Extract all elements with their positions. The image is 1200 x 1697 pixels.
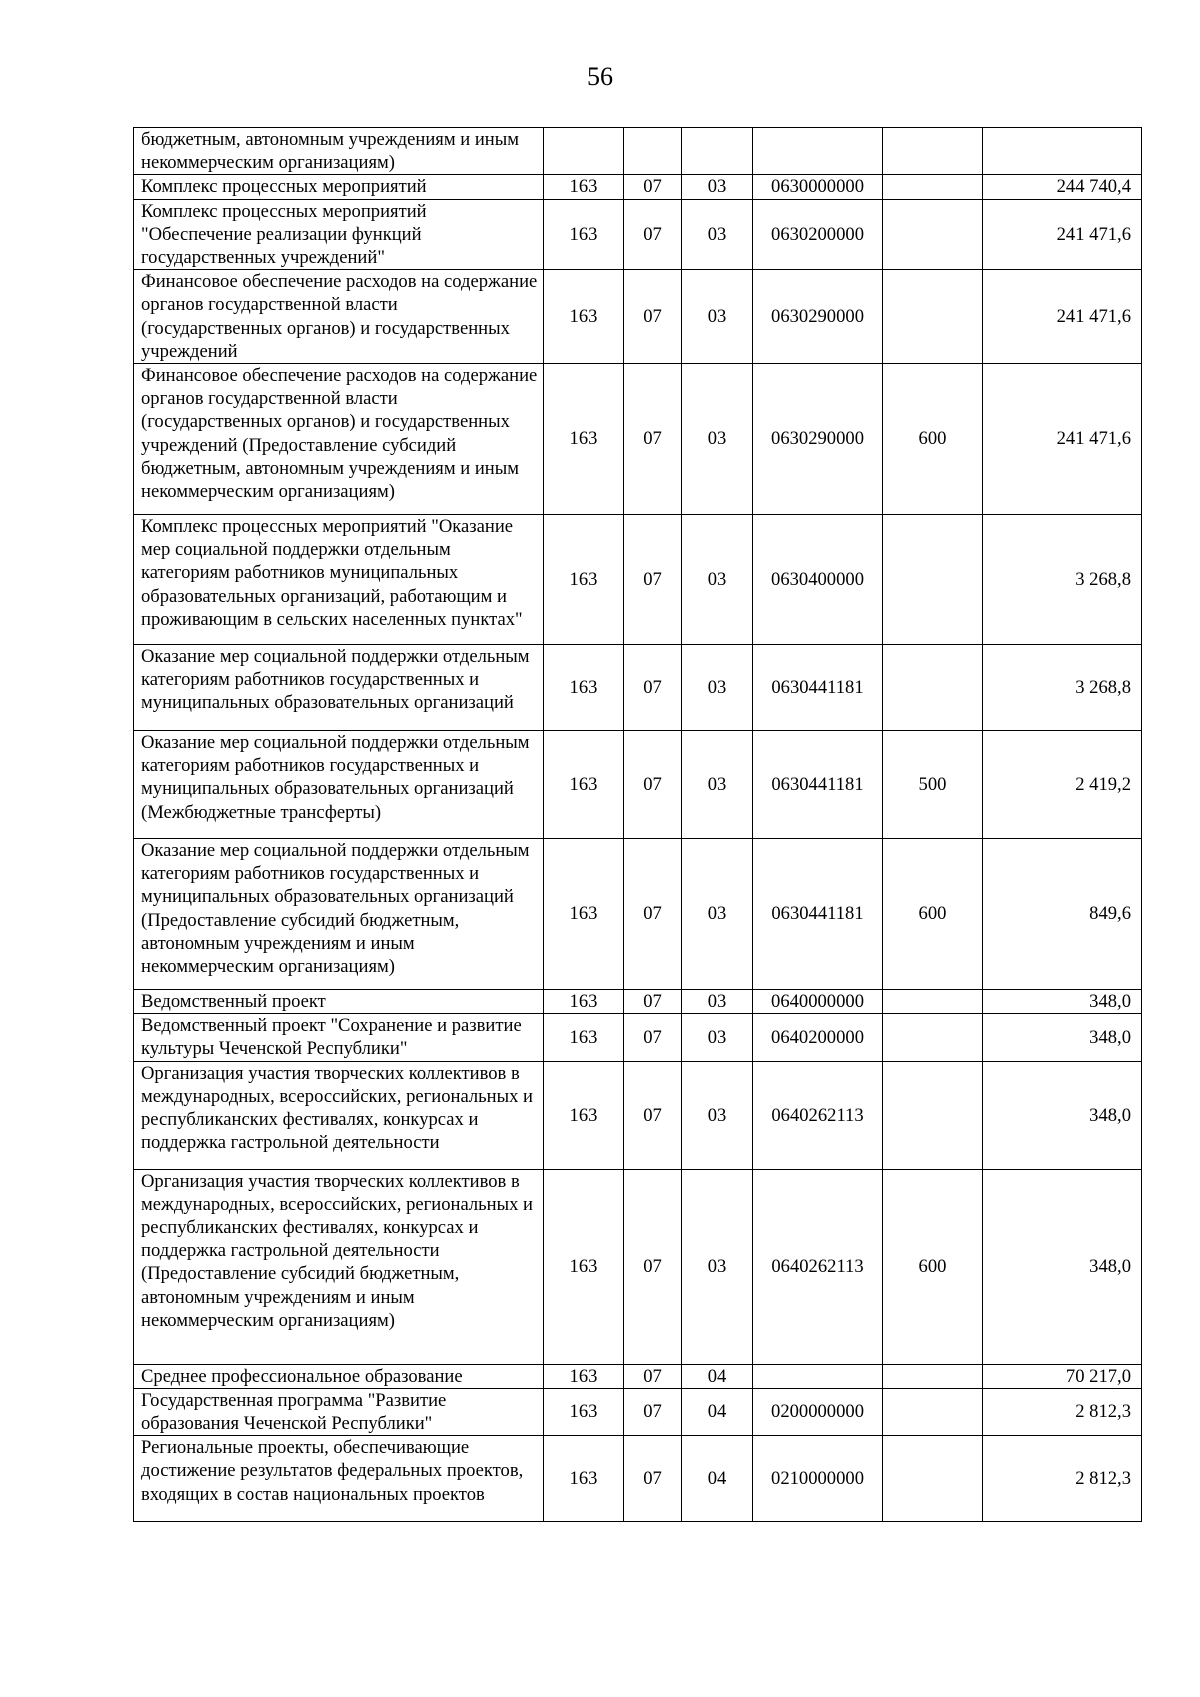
- cell-name: Региональные проекты, обеспечивающие достижение результатов федеральных проектов, входящих в состав национальных проектов: [134, 1436, 544, 1522]
- table-row: [134, 515, 1142, 645]
- cell-subsection: 03: [682, 364, 753, 515]
- table-row: [134, 1364, 1142, 1388]
- cell-amount: 244 740,4: [983, 175, 1142, 199]
- cell-section: 07: [624, 515, 682, 645]
- cell-section: 07: [624, 1014, 682, 1061]
- cell-expense-type: 600: [883, 364, 983, 515]
- cell-target-article: 0210000000: [753, 1436, 883, 1522]
- cell-section: [624, 128, 682, 175]
- cell-name: Ведомственный проект "Сохранение и развитие культуры Чеченской Республики": [134, 1014, 544, 1061]
- cell-target-article: 0630200000: [753, 199, 883, 270]
- cell-expense-type: [883, 128, 983, 175]
- cell-subsection: 03: [682, 731, 753, 839]
- cell-expense-type: 500: [883, 731, 983, 839]
- cell-amount: 348,0: [983, 1014, 1142, 1061]
- cell-amount: 348,0: [983, 1061, 1142, 1169]
- cell-expense-type: [883, 199, 983, 270]
- table-row: [134, 1169, 1142, 1364]
- cell-name: Оказание мер социальной поддержки отдельным категориям работников государственных и муниципальных образовательных организаций (Межбюджетные трансферты): [134, 731, 544, 839]
- cell-target-article: 0640000000: [753, 990, 883, 1014]
- cell-grbs: 163: [544, 199, 624, 270]
- cell-name: Комплекс процессных мероприятий: [134, 175, 544, 199]
- cell-expense-type: [883, 1436, 983, 1522]
- cell-section: 07: [624, 364, 682, 515]
- cell-name: Оказание мер социальной поддержки отдельным категориям работников государственных и муниципальных образовательных организаций (Предоставление субсидий бюджетным, автономным учреждениям и иным некоммерческим организациям): [134, 839, 544, 990]
- table-row: [134, 128, 1142, 175]
- cell-name: Государственная программа "Развитие образования Чеченской Республики": [134, 1388, 544, 1435]
- cell-subsection: 03: [682, 1169, 753, 1364]
- table-row: [134, 364, 1142, 515]
- cell-grbs: 163: [544, 990, 624, 1014]
- table-row: [134, 1388, 1142, 1435]
- cell-name: Комплекс процессных мероприятий "Обеспечение реализации функций государственных учреждений": [134, 199, 544, 270]
- cell-section: 07: [624, 199, 682, 270]
- cell-subsection: 03: [682, 270, 753, 364]
- cell-name: Среднее профессиональное образование: [134, 1364, 544, 1388]
- cell-section: 07: [624, 1169, 682, 1364]
- cell-section: 07: [624, 1436, 682, 1522]
- cell-name: Финансовое обеспечение расходов на содержание органов государственной власти (государственных органов) и государственных учреждений: [134, 270, 544, 364]
- cell-target-article: 0630441181: [753, 839, 883, 990]
- cell-target-article: 0640262113: [753, 1169, 883, 1364]
- cell-target-article: 0640200000: [753, 1014, 883, 1061]
- cell-amount: 3 268,8: [983, 515, 1142, 645]
- cell-subsection: 03: [682, 1014, 753, 1061]
- cell-expense-type: 600: [883, 1169, 983, 1364]
- cell-expense-type: [883, 645, 983, 731]
- cell-amount: 70 217,0: [983, 1364, 1142, 1388]
- cell-expense-type: [883, 515, 983, 645]
- cell-amount: 241 471,6: [983, 199, 1142, 270]
- table-row: [134, 839, 1142, 990]
- cell-amount: 241 471,6: [983, 364, 1142, 515]
- cell-expense-type: [883, 270, 983, 364]
- cell-amount: 241 471,6: [983, 270, 1142, 364]
- cell-amount: 2 812,3: [983, 1436, 1142, 1522]
- cell-grbs: 163: [544, 364, 624, 515]
- cell-amount: 2 419,2: [983, 731, 1142, 839]
- cell-grbs: 163: [544, 645, 624, 731]
- table-row: [134, 645, 1142, 731]
- cell-subsection: 04: [682, 1436, 753, 1522]
- cell-grbs: 163: [544, 515, 624, 645]
- cell-name: Организация участия творческих коллективов в международных, всероссийских, региональных и республиканских фестивалях, конкурсах и поддержка гастрольной деятельности: [134, 1061, 544, 1169]
- cell-amount: 2 812,3: [983, 1388, 1142, 1435]
- cell-expense-type: [883, 990, 983, 1014]
- cell-section: 07: [624, 990, 682, 1014]
- cell-amount: 3 268,8: [983, 645, 1142, 731]
- cell-grbs: 163: [544, 175, 624, 199]
- cell-grbs: 163: [544, 1061, 624, 1169]
- cell-expense-type: 600: [883, 839, 983, 990]
- cell-expense-type: [883, 1364, 983, 1388]
- cell-section: 07: [624, 839, 682, 990]
- cell-grbs: 163: [544, 1436, 624, 1522]
- cell-grbs: 163: [544, 1388, 624, 1435]
- cell-grbs: 163: [544, 731, 624, 839]
- cell-subsection: 03: [682, 199, 753, 270]
- table-row: [134, 731, 1142, 839]
- cell-grbs: [544, 128, 624, 175]
- cell-subsection: 04: [682, 1364, 753, 1388]
- cell-target-article: 0200000000: [753, 1388, 883, 1435]
- cell-target-article: [753, 1364, 883, 1388]
- cell-subsection: 03: [682, 990, 753, 1014]
- cell-subsection: 03: [682, 175, 753, 199]
- cell-name: Организация участия творческих коллективов в международных, всероссийских, региональных и республиканских фестивалях, конкурсах и поддержка гастрольной деятельности (Предоставление субсидий бюджетным, автономным учреждениям и иным некоммерческим организациям): [134, 1169, 544, 1364]
- cell-section: 07: [624, 731, 682, 839]
- cell-target-article: 0630290000: [753, 364, 883, 515]
- cell-amount: 348,0: [983, 990, 1142, 1014]
- cell-target-article: [753, 128, 883, 175]
- cell-expense-type: [883, 1014, 983, 1061]
- table-row: [134, 1436, 1142, 1522]
- cell-expense-type: [883, 1061, 983, 1169]
- cell-section: 07: [624, 175, 682, 199]
- cell-target-article: 0630441181: [753, 645, 883, 731]
- cell-subsection: 03: [682, 515, 753, 645]
- cell-section: 07: [624, 1061, 682, 1169]
- cell-grbs: 163: [544, 1014, 624, 1061]
- cell-target-article: 0630441181: [753, 731, 883, 839]
- cell-target-article: 0630400000: [753, 515, 883, 645]
- cell-grbs: 163: [544, 839, 624, 990]
- cell-subsection: 03: [682, 645, 753, 731]
- cell-subsection: [682, 128, 753, 175]
- cell-grbs: 163: [544, 270, 624, 364]
- cell-expense-type: [883, 1388, 983, 1435]
- budget-table-body: [134, 128, 1142, 1522]
- cell-section: 07: [624, 1388, 682, 1435]
- cell-name: бюджетным, автономным учреждениям и иным некоммерческим организациям): [134, 128, 544, 175]
- cell-section: 07: [624, 645, 682, 731]
- budget-table: [133, 127, 1142, 1522]
- cell-expense-type: [883, 175, 983, 199]
- cell-name: Комплекс процессных мероприятий "Оказание мер социальной поддержки отдельным категориям работников муниципальных образовательных организаций, работающим и проживающим в сельских населенных пунктах": [134, 515, 544, 645]
- table-row: [134, 1061, 1142, 1169]
- cell-grbs: 163: [544, 1169, 624, 1364]
- cell-amount: [983, 128, 1142, 175]
- cell-name: Финансовое обеспечение расходов на содержание органов государственной власти (государственных органов) и государственных учреждений (Предоставление субсидий бюджетным, автономным учреждениям и иным некоммерческим организациям): [134, 364, 544, 515]
- cell-grbs: 163: [544, 1364, 624, 1388]
- table-row: [134, 199, 1142, 270]
- cell-subsection: 04: [682, 1388, 753, 1435]
- cell-target-article: 0630290000: [753, 270, 883, 364]
- cell-amount: 348,0: [983, 1169, 1142, 1364]
- cell-section: 07: [624, 1364, 682, 1388]
- cell-name: Ведомственный проект: [134, 990, 544, 1014]
- cell-target-article: 0640262113: [753, 1061, 883, 1169]
- table-row: [134, 175, 1142, 199]
- page-number: 56: [587, 62, 613, 91]
- cell-amount: 849,6: [983, 839, 1142, 990]
- cell-section: 07: [624, 270, 682, 364]
- cell-target-article: 0630000000: [753, 175, 883, 199]
- table-row: [134, 1014, 1142, 1061]
- table-row: [134, 990, 1142, 1014]
- table-row: [134, 270, 1142, 364]
- cell-subsection: 03: [682, 839, 753, 990]
- cell-subsection: 03: [682, 1061, 753, 1169]
- cell-name: Оказание мер социальной поддержки отдельным категориям работников государственных и муниципальных образовательных организаций: [134, 645, 544, 731]
